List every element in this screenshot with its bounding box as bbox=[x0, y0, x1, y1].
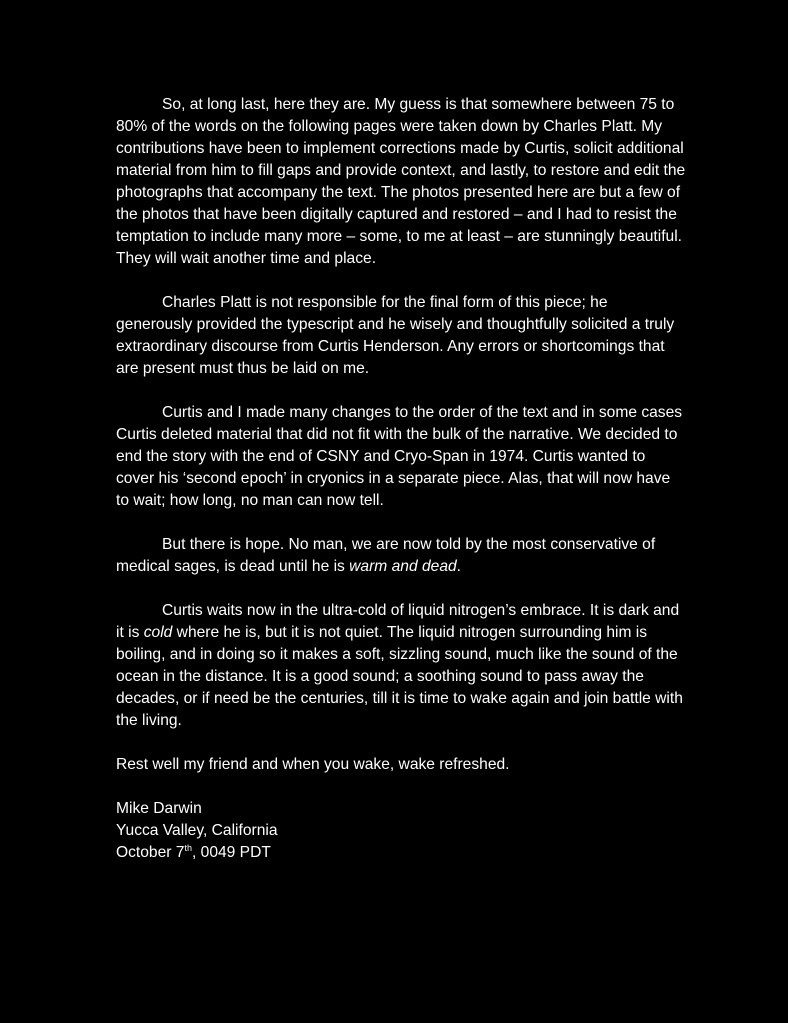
document-body bbox=[116, 94, 686, 864]
paragraph-hope-end: . bbox=[456, 558, 462, 575]
paragraph-hope-text: But there is hope. No man, we are now told by the most conservative of medical sages, is dead until he is bbox=[116, 536, 656, 575]
signature-date-text: October 7 bbox=[116, 844, 185, 861]
signature-date-time: , 0049 PDT bbox=[192, 844, 271, 861]
signature-date-suffix: th bbox=[184, 843, 192, 853]
signature-date bbox=[116, 842, 686, 864]
paragraph-responsibility: Charles Platt is not responsible for the final form of this piece; he generously provided the typescript and he wisely and thoughtfully solicited a truly extraordinary discourse from Curtis Henderson. Any errors or shortcomings that are present must thus be laid on me. bbox=[116, 294, 675, 377]
paragraph-curtis-end: where he is, but it is not quiet. The liquid nitrogen surrounding him is boiling, and in doing so it makes a soft, sizzling sound, much like the sound of the ocean in the distance. It is a good sound; a soothing sound to pass away the decades, or if need be the centuries, till it is time to wake again and join battle with the living. bbox=[116, 624, 683, 729]
paragraph-intro: So, at long last, here they are. My guess is that somewhere between 75 to 80% of the words on the following pages were taken down by Charles Platt. My contributions have been to implement corrections made by Curtis, solicit additional material from him to fill gaps and provide context, and lastly, to restore and edit the photographs that accompany the text. The photos presented here are but a few of the photos that have been digitally captured and restored – and I had to resist the temptation to include many more – some, to me at least – are stunningly beautiful. They will wait another time and place. bbox=[116, 96, 686, 267]
signature-name: Mike Darwin bbox=[116, 800, 202, 817]
paragraph-hope-emphasis: warm and dead bbox=[349, 558, 457, 575]
paragraph-curtis-waits bbox=[116, 600, 686, 732]
signature-location: Yucca Valley, California bbox=[116, 822, 278, 839]
paragraph-hope bbox=[116, 534, 686, 578]
paragraph-farewell: Rest well my friend and when you wake, wake refreshed. bbox=[116, 756, 510, 773]
paragraph-curtis-text: Curtis waits now in the ultra-cold of liquid nitrogen’s embrace. It is dark and it is bbox=[116, 602, 680, 641]
paragraph-curtis-emphasis: cold bbox=[143, 624, 173, 641]
paragraph-changes: Curtis and I made many changes to the order of the text and in some cases Curtis deleted material that did not fit with the bulk of the narrative. We decided to end the story with the end of CSNY and Cryo-Span in 1974. Curtis wanted to cover his ‘second epoch’ in cryonics in a separate piece. Alas, that will now have to wait; how long, no man can now tell. bbox=[116, 404, 683, 509]
signature-block bbox=[116, 798, 686, 864]
